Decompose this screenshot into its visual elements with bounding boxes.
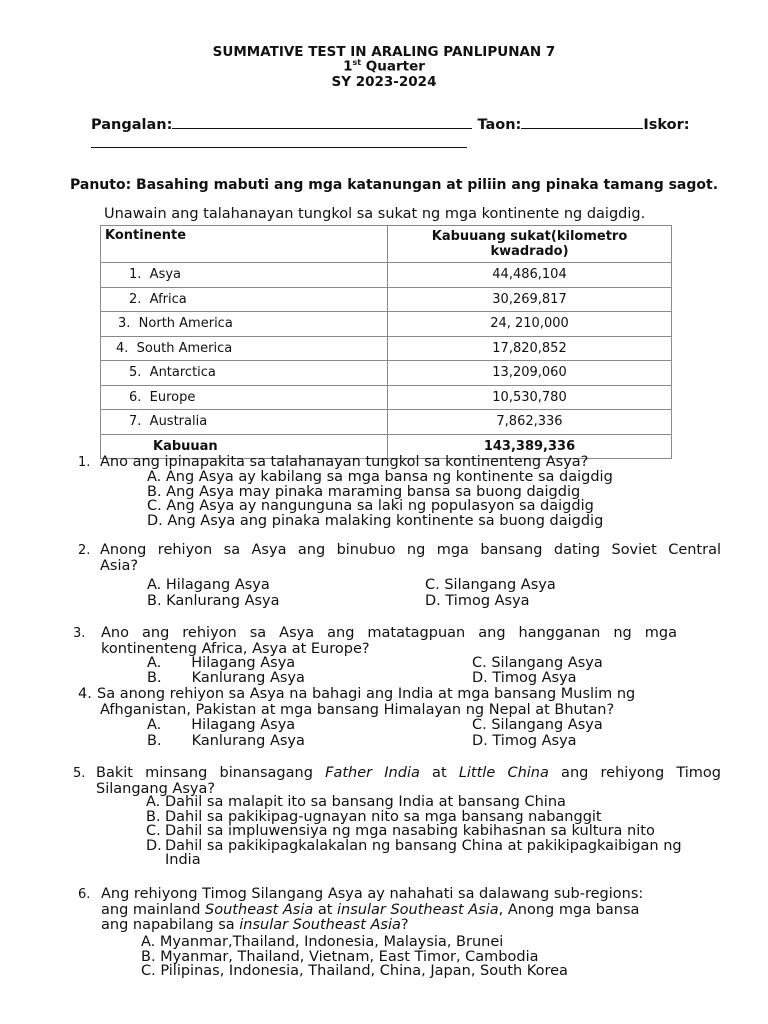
header-continent: Kontinente — [101, 226, 388, 263]
quarter-number: 1 — [343, 58, 353, 75]
continent-cell: 3. North America — [101, 312, 388, 337]
header-area-line1: Kabuuang sukat(kilometro — [431, 229, 628, 244]
table-row — [101, 385, 672, 410]
question-text-line1: Ang rehiyong Timog Silangang Asya ay nahahati sa dalawang sub-regions: — [101, 886, 644, 902]
quarter-word: Quarter — [365, 58, 425, 75]
table-row — [101, 312, 672, 337]
continent-cell: 6. Europe — [101, 385, 388, 410]
score-blank[interactable] — [91, 147, 467, 148]
option-d[interactable]: D. Dahil sa pakikipagkalakalan ng bansang China at pakikipagkaibigan ng — [146, 837, 682, 854]
total-label: Kabuuan — [101, 434, 388, 459]
table-intro: Unawain ang talahanayan tungkol sa sukat ng mga kontinente ng daigdig. — [104, 206, 646, 222]
header-area-line2: kwadrado) — [490, 244, 569, 259]
question-text-line1: Sa anong rehiyon sa Asya na bahagi ang India at mga bansang Muslim ng — [97, 686, 636, 702]
question-4 — [78, 687, 721, 718]
continent-table — [100, 225, 672, 459]
q3-options-right — [472, 656, 603, 686]
option-a[interactable]: A. Dahil sa malapit ito sa bansang India at bansang China — [146, 794, 566, 810]
instructions: Panuto: Basahing mabuti ang mga katanungan at piliin ang pinaka tamang sagot. — [70, 177, 719, 193]
option-b[interactable]: B. Kanlurang Asya — [147, 732, 305, 749]
option-a[interactable]: A. Myanmar,Thailand, Indonesia, Malaysia, Brunei — [141, 934, 504, 950]
question-text-line2: Asia? — [100, 557, 139, 574]
table-header-row — [101, 226, 672, 263]
option-b[interactable]: B. Kanlurang Asya — [147, 670, 305, 686]
area-cell: 10,530,780 — [388, 385, 672, 410]
question-number: 1. — [78, 455, 91, 470]
option-c[interactable]: C. Pilipinas, Indonesia, Thailand, China, Japan, South Korea — [141, 963, 568, 979]
question-number: 4. — [78, 686, 92, 702]
continent-cell: 1. Asya — [101, 263, 388, 288]
q3-options-left — [147, 656, 305, 686]
table-row — [101, 336, 672, 361]
option-c[interactable]: C. Silangang Asya — [472, 717, 603, 733]
option-d[interactable]: D. Timog Asya — [472, 670, 577, 686]
table-row — [101, 263, 672, 288]
score-label: Iskor: — [643, 117, 690, 133]
question-number: 3. — [73, 626, 86, 641]
header-area — [388, 226, 672, 263]
option-b[interactable]: B. Ang Asya may pinaka maraming bansa sa buong daigdig — [147, 483, 581, 500]
option-d[interactable]: D. Ang Asya ang pinaka malaking kontinente sa buong daigdig — [147, 512, 604, 529]
area-cell: 17,820,852 — [388, 336, 672, 361]
area-cell: 44,486,104 — [388, 263, 672, 288]
option-c[interactable]: C. Ang Asya ay nangunguna sa laki ng populasyon sa daigdig — [147, 498, 594, 514]
question-number: 6. — [78, 887, 91, 902]
question-3 — [73, 626, 721, 657]
year-blank[interactable] — [521, 114, 643, 129]
q1-options — [147, 470, 613, 528]
question-text-line2: Afhganistan, Pakistan at mga bansang Himalayan ng Nepal at Bhutan? — [100, 701, 615, 718]
question-text-line2: Silangang Asya? — [96, 780, 216, 797]
option-b[interactable]: B. Dahil sa pakikipag-ugnayan nito sa mga bansang nabanggit — [146, 808, 602, 825]
continent-cell: 2. Africa — [101, 287, 388, 312]
question-text-line1: Anong rehiyon sa Asya ang binubuo ng mga bansang dating Soviet Central — [100, 542, 721, 558]
option-a[interactable]: A. Hilagang Asya — [147, 717, 296, 733]
q5-options — [146, 795, 682, 868]
table-row — [101, 410, 672, 435]
option-d-continued: India — [165, 852, 201, 868]
option-d[interactable]: D. Timog Asya — [472, 732, 577, 749]
question-text-line2: ang mainland Southeast Asia at insular Southeast Asia, Anong mga bansa — [101, 901, 640, 918]
name-blank[interactable] — [172, 114, 472, 129]
quarter-label — [0, 58, 768, 75]
area-cell: 24, 210,000 — [388, 312, 672, 337]
q6-options — [141, 935, 568, 979]
option-b[interactable]: B. Myanmar, Thailand, Vietnam, East Timor, Cambodia — [141, 948, 539, 965]
question-text-line2: kontinenteng Africa, Asya at Europe? — [101, 640, 370, 657]
question-text: Ano ang ipinapakita sa talahanayan tungkol sa kontinenteng Asya? — [100, 454, 589, 470]
name-label: Pangalan: — [91, 117, 173, 133]
continent-cell: 5. Antarctica — [101, 361, 388, 386]
area-cell: 30,269,817 — [388, 287, 672, 312]
option-a[interactable]: A. Hilagang Asya — [147, 655, 296, 671]
area-cell: 13,209,060 — [388, 361, 672, 386]
question-number: 5. — [73, 766, 86, 781]
option-a[interactable]: A. Ang Asya ay kabilang sa mga bansa ng kontinente sa daigdig — [147, 469, 613, 485]
question-text-line3: ang napabilang sa insular Southeast Asia? — [101, 917, 409, 933]
question-5 — [73, 766, 721, 797]
continent-cell: 7. Australia — [101, 410, 388, 435]
year-label: Taon: — [477, 117, 522, 133]
continent-cell: 4. South America — [101, 336, 388, 361]
option-b[interactable]: B. Kanlurang Asya — [147, 593, 280, 609]
option-c[interactable]: C. Silangang Asya — [425, 577, 556, 593]
table-row — [101, 361, 672, 386]
question-6 — [78, 887, 721, 934]
question-text-line1: Bakit minsang binansagang Father India at Little China ang rehiyong Timog — [96, 765, 721, 781]
q4-options-left — [147, 718, 305, 749]
question-1 — [78, 454, 589, 471]
question-2 — [78, 543, 721, 574]
quarter-suffix: st — [352, 58, 362, 67]
q4-options-right — [472, 718, 603, 749]
school-year: SY 2023-2024 — [331, 74, 437, 90]
option-c[interactable]: C. Dahil sa impluwensiya ng mga nasabing kabihasnan sa kultura nito — [146, 823, 655, 839]
student-info-row — [91, 114, 690, 133]
question-number: 2. — [78, 543, 91, 558]
option-c[interactable]: C. Silangang Asya — [472, 655, 603, 671]
total-value: 143,389,336 — [388, 434, 672, 459]
q2-options-right — [425, 577, 556, 609]
test-title: SUMMATIVE TEST IN ARALING PANLIPUNAN 7 — [212, 44, 556, 60]
table-row — [101, 287, 672, 312]
q2-options-left — [147, 577, 280, 609]
question-text-line1: Ano ang rehiyon sa Asya ang matatagpuan ang hangganan ng mga — [101, 625, 677, 641]
option-a[interactable]: A. Hilagang Asya — [147, 577, 270, 593]
option-d[interactable]: D. Timog Asya — [425, 593, 530, 609]
area-cell: 7,862,336 — [388, 410, 672, 435]
